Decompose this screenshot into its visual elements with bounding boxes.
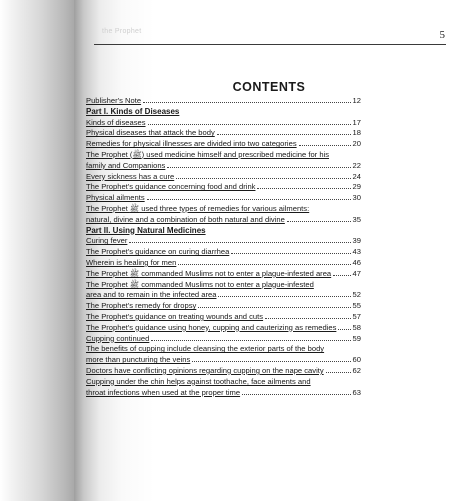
- toc-entry: [86, 118, 361, 129]
- dot-leader: [147, 199, 351, 200]
- toc-entry: [86, 204, 361, 215]
- entry-page-number: 17: [352, 117, 361, 127]
- entry-page-number: 46: [352, 257, 361, 267]
- toc-entry: [86, 344, 361, 355]
- dot-leader: [326, 372, 351, 373]
- entry-page-number: 63: [352, 387, 361, 397]
- entry-page-number: 39: [352, 236, 361, 246]
- toc-entry: [86, 355, 361, 366]
- entry-title: The Prophet (ﷺ) used medicine himself and prescribed medicine for his: [86, 149, 330, 159]
- toc-entry: [86, 172, 361, 183]
- toc-entry: [86, 312, 361, 323]
- entry-title: Cupping continued: [86, 333, 150, 343]
- contents-title: CONTENTS: [232, 80, 306, 94]
- page-number: 5: [439, 29, 445, 41]
- entry-page-number: 30: [352, 193, 361, 203]
- dot-leader: [151, 340, 350, 341]
- dot-leader: [242, 394, 350, 395]
- toc-entry: [86, 366, 361, 377]
- entry-title: The Prophet ﷺ commanded Muslims not to enter a plague-infested: [86, 279, 314, 289]
- dot-leader: [178, 264, 350, 265]
- entry-title: area and to remain in the infected area: [86, 290, 217, 300]
- entry-title: Physical ailments: [86, 193, 145, 203]
- dot-leader: [265, 318, 350, 319]
- entry-page-number: 18: [352, 128, 361, 138]
- toc-entry: [86, 290, 361, 301]
- toc-entry: [86, 215, 361, 226]
- entry-title: Doctors have conflicting opinions regarding cupping on the nape cavity: [86, 365, 324, 375]
- toc-entry: [86, 236, 361, 247]
- toc-entry: [86, 161, 361, 172]
- entry-page-number: 12: [352, 96, 361, 105]
- header-rule: [94, 44, 446, 45]
- toc-entry: [86, 388, 361, 399]
- entry-title: Publisher's Note: [86, 96, 142, 105]
- entry-title: family and Companions: [86, 160, 166, 170]
- dot-leader: [231, 253, 350, 254]
- part-heading-text: Part I. Kinds of Diseases: [86, 106, 180, 116]
- dot-leader: [218, 296, 350, 297]
- entry-page-number: 20: [352, 139, 361, 149]
- entry-page-number: 58: [352, 322, 361, 332]
- entry-page-number: 55: [352, 301, 361, 311]
- dot-leader: [299, 145, 351, 146]
- dot-leader: [176, 178, 350, 179]
- entry-title: throat infections when used at the proper time: [86, 387, 241, 397]
- entry-page-number: 29: [352, 182, 361, 192]
- entry-page-number: 62: [352, 365, 361, 375]
- dot-leader: [198, 307, 350, 308]
- toc-entry: [86, 150, 361, 161]
- book-page: [74, 0, 460, 501]
- entry-page-number: 59: [352, 333, 361, 343]
- toc-entry: [86, 247, 361, 258]
- entry-page-number: 57: [352, 311, 361, 321]
- table-of-contents: [86, 96, 361, 398]
- dot-leader: [338, 329, 350, 330]
- entry-title: The Prophet's remedy for dropsy: [86, 301, 197, 311]
- entry-title: natural, divine and a combination of both natural and divine: [86, 214, 285, 224]
- entry-title: The Prophet ﷺ used three types of remedies for various ailments:: [86, 203, 310, 213]
- toc-entry: [86, 258, 361, 269]
- entry-title: Physical diseases that attack the body: [86, 128, 215, 138]
- entry-page-number: 60: [352, 355, 361, 365]
- bleed-through-header: the Prophet: [102, 28, 142, 35]
- entry-title: Wherein is healing for men: [86, 257, 177, 267]
- entry-title: more than puncturing the veins: [86, 355, 191, 365]
- entry-title: The Prophet ﷺ commanded Muslims not to enter a plague-infested area: [86, 268, 332, 278]
- toc-entry: [86, 193, 361, 204]
- entry-title: Cupping under the chin helps against toothache, face ailments and: [86, 376, 311, 386]
- entry-page-number: 22: [352, 160, 361, 170]
- entry-title: Curing fever: [86, 236, 128, 246]
- entry-title: Kinds of diseases: [86, 117, 146, 127]
- dot-leader: [257, 188, 350, 189]
- entry-title: The Prophet's guidance using honey, cupping and cauterizing as remedies: [86, 322, 337, 332]
- toc-entry: [86, 377, 361, 388]
- entry-page-number: 52: [352, 290, 361, 300]
- toc-entry: [86, 280, 361, 291]
- dot-leader: [333, 275, 350, 276]
- dot-leader: [143, 102, 350, 103]
- dot-leader: [148, 124, 351, 125]
- toc-part-heading: [86, 226, 361, 237]
- toc-entry: [86, 182, 361, 193]
- entry-title: Every sickness has a cure: [86, 171, 175, 181]
- dot-leader: [129, 242, 350, 243]
- toc-entry: [86, 96, 361, 107]
- toc-entry: [86, 139, 361, 150]
- entry-title: The benefits of cupping include cleansing the exterior parts of the body: [86, 344, 325, 354]
- dot-leader: [192, 361, 350, 362]
- dot-leader: [287, 221, 351, 222]
- toc-entry: [86, 128, 361, 139]
- entry-title: The Prophet's guidance on treating wounds and cuts: [86, 311, 264, 321]
- dot-leader: [217, 134, 351, 135]
- entry-page-number: 35: [352, 214, 361, 224]
- toc-entry: [86, 269, 361, 280]
- entry-page-number: 43: [352, 247, 361, 257]
- toc-entry: [86, 334, 361, 345]
- entry-title: The Prophet's guidance concerning food and drink: [86, 182, 256, 192]
- entry-page-number: 47: [352, 268, 361, 278]
- entry-title: Remedies for physical illnesses are divided into two categories: [86, 139, 297, 149]
- entry-title: The Prophet's guidance on curing diarrhea: [86, 247, 230, 257]
- toc-entry: [86, 323, 361, 334]
- dot-leader: [167, 167, 350, 168]
- toc-entry: [86, 301, 361, 312]
- binding-shadow: [0, 0, 74, 501]
- entry-page-number: 24: [352, 171, 361, 181]
- part-heading-text: Part II. Using Natural Medicines: [86, 225, 206, 235]
- toc-part-heading: [86, 107, 361, 118]
